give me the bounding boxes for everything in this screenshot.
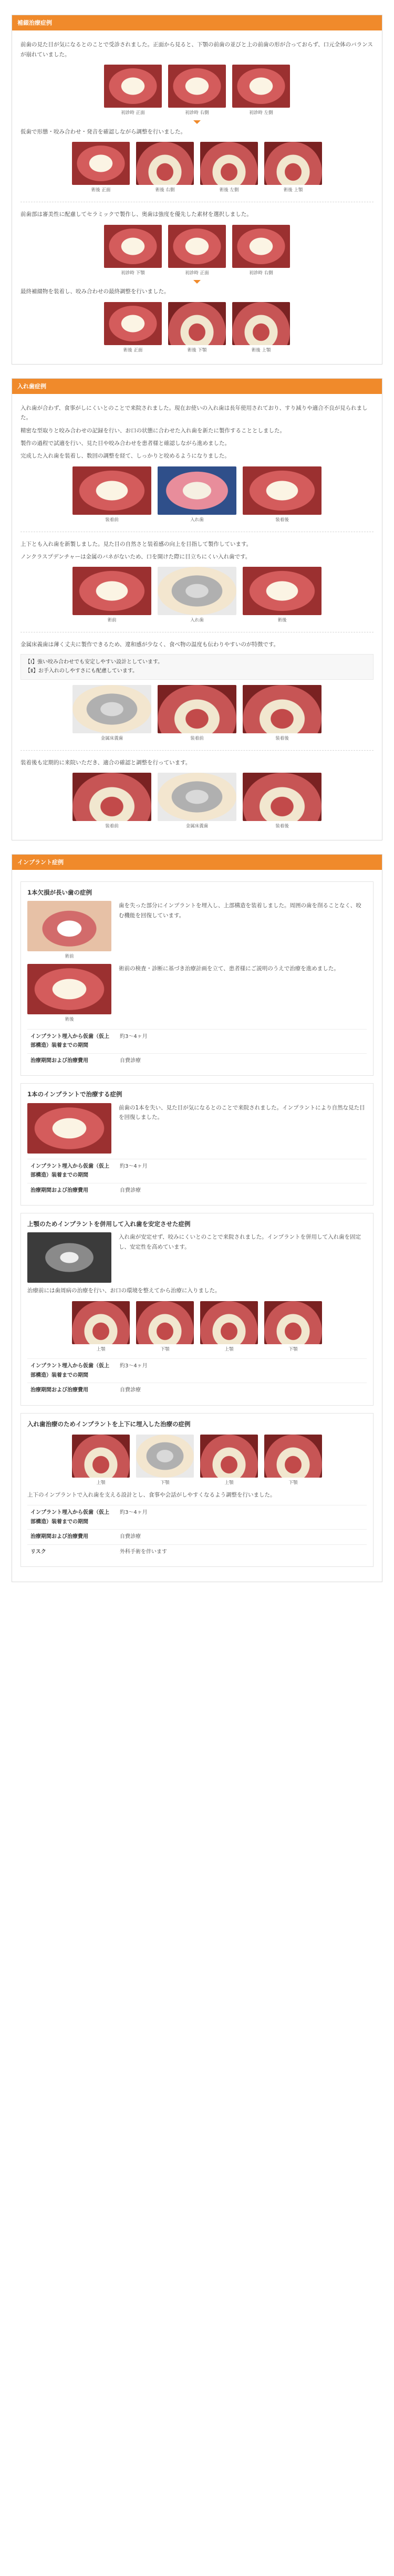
table-key: 治療期間および治療費用 [27, 1183, 117, 1198]
section-text: 前歯の見た目が気になるとのことで受診されました。正面から見ると、下顎の前歯の並びと上の前歯の形が合っておらず、口元全体のバランスが崩れていました。 [20, 41, 373, 58]
photo-caption: 術後 上顎 [251, 347, 271, 353]
photo-caption: 下顎 [160, 1480, 170, 1486]
photo-caption: 初診時 正面 [121, 110, 145, 116]
section-text: 歯を失った部分にインプラントを埋入し、上部構造を装着しました。周囲の歯を削ることなく、咬む機能を回復しています。 [119, 902, 361, 919]
table-key: インプラント埋入から仮歯（仮上部構造）装着までの期間 [27, 1505, 117, 1530]
case-photo [243, 466, 322, 515]
case-info-table [27, 1029, 367, 1068]
section-text: 仮歯で形態・咬み合わせ・発音を確認しながら調整を行いました。 [20, 128, 186, 135]
denture-case-section [12, 378, 382, 840]
case-photo [72, 466, 151, 515]
photo-caption: 上顎 [224, 1346, 234, 1352]
denture-photo [158, 773, 236, 821]
section-text: 前歯の1本を失い、見た目が気になるとのことで来院されました。インプラントにより自然な見た目を回復しました。 [119, 1104, 365, 1120]
section-text: 完成した入れ歯を装着し、数回の調整を経て、しっかりと咬めるようになりました。 [20, 453, 230, 460]
note-line: 【Ⅰ】強い咬み合わせでも安定しやすい設計としています。 [25, 659, 163, 665]
section-text: 入れ歯が合わず、食事がしにくいとのことで来院されました。現在お使いの入れ歯は長年使用されており、すり減りや適合不良が見られました。 [20, 404, 368, 421]
table-key: 治療期間および治療費用 [27, 1530, 117, 1545]
photo-caption: 術後 下顎 [187, 347, 207, 353]
implant-case-section [12, 854, 382, 1583]
photo-caption: 下顎 [288, 1480, 298, 1486]
photo-caption: 初診時 下顎 [121, 270, 145, 276]
denture-photo [136, 1435, 194, 1478]
case-photo [200, 142, 258, 185]
photo-caption: 術前 [107, 618, 117, 624]
case-photo [72, 567, 151, 615]
section-text: 装着後も定期的に来院いただき、適合の確認と調整を行っています。 [20, 759, 191, 766]
photo-caption: 入れ歯 [190, 517, 204, 523]
sub-case-title: 上顎のためインプラントを併用して入れ歯を安定させた症例 [27, 1220, 191, 1228]
case-photo [168, 225, 226, 268]
table-value: 約3〜4ヶ月 [117, 1159, 367, 1183]
case-photo [232, 302, 290, 345]
table-value: 約3〜4ヶ月 [117, 1359, 367, 1383]
section-title: 入れ歯症例 [12, 379, 382, 394]
table-key: インプラント埋入から仮歯（仮上部構造）装着までの期間 [27, 1159, 117, 1183]
case-info-table [27, 1505, 367, 1559]
section-text: 金属床義歯は薄く丈夫に製作できるため、違和感が少なく、食べ物の温度も伝わりやすいのが特徴です。 [20, 641, 279, 648]
table-value: 自費診療 [117, 1383, 367, 1398]
case-photo [72, 142, 130, 185]
case-photo [27, 901, 111, 951]
photo-caption: 上顎 [224, 1480, 234, 1486]
case-photo [243, 567, 322, 615]
photo-caption: 下顎 [288, 1346, 298, 1352]
case-photo [264, 142, 322, 185]
case-photo [264, 1301, 322, 1344]
section-text: 術前の検査・診断に基づき治療計画を立て、患者様にご説明のうえで治療を進めました。 [119, 965, 339, 972]
table-value: 自費診療 [117, 1530, 367, 1545]
table-key: インプラント埋入から仮歯（仮上部構造）装着までの期間 [27, 1359, 117, 1383]
photo-caption: 装着後 [275, 735, 289, 741]
section-text: 最終補綴物を装着し、咬み合わせの最終調整を行いました。 [20, 288, 170, 295]
photo-caption: 金属床義歯 [100, 735, 123, 741]
photo-caption: 術後 正面 [91, 188, 111, 193]
xray-photo [27, 1232, 111, 1283]
table-row [27, 1183, 367, 1198]
implant-sub-case-2 [20, 1083, 374, 1206]
table-row [27, 1505, 367, 1530]
case-photo [243, 773, 322, 821]
section-title: 補綴治療症例 [12, 15, 382, 30]
case-photo [104, 65, 162, 108]
case-photo [104, 302, 162, 345]
implant-sub-case-4 [20, 1413, 374, 1567]
table-row [27, 1359, 367, 1383]
table-row [27, 1029, 367, 1053]
photo-caption: 術後 左側 [219, 188, 239, 193]
photo-caption: 術前 [65, 954, 74, 960]
case-photo [168, 302, 226, 345]
case-photo [136, 1301, 194, 1344]
photo-caption: 装着前 [190, 735, 204, 741]
photo-caption: 術後 [277, 618, 287, 624]
case-photo [136, 142, 194, 185]
photo-caption: 入れ歯 [190, 618, 204, 624]
case-photo [200, 1301, 258, 1344]
section-text: 入れ歯が安定せず、咬みにくいとのことで来院されました。インプラントを併用して入れ歯を固定し、安定性を高めています。 [119, 1234, 361, 1250]
table-key: 治療期間および治療費用 [27, 1383, 117, 1398]
case-photo [72, 773, 151, 821]
arrow-down-icon [193, 280, 201, 284]
table-value: 外科手術を伴います [117, 1544, 367, 1559]
photo-caption: 装着後 [275, 823, 289, 829]
case-photo [200, 1435, 258, 1478]
table-key: インプラント埋入から仮歯（仮上部構造）装着までの期間 [27, 1029, 117, 1053]
case-photo [232, 225, 290, 268]
implant-sub-case-1 [20, 881, 374, 1076]
divider [20, 750, 374, 751]
photo-caption: 上顎 [96, 1480, 106, 1486]
photo-caption: 初診時 右側 [185, 110, 209, 116]
section-text: ノンクラスプデンチャーは金属のバネがないため、口を開けた際に目立ちにくい入れ歯です。 [20, 554, 251, 560]
case-photo [72, 1301, 130, 1344]
table-key: 治療期間および治療費用 [27, 1053, 117, 1068]
photo-caption: 初診時 右側 [249, 270, 273, 276]
case-photo [104, 225, 162, 268]
sub-case-title: 1本欠損が長い歯の症例 [27, 889, 92, 896]
denture-photo [72, 685, 151, 733]
photo-caption: 術後 右側 [155, 188, 175, 193]
arrow-down-icon [193, 120, 201, 124]
section-text: 前歯部は審美性に配慮してセラミックで製作し、奥歯は強度を優先した素材を選択しました。 [20, 211, 252, 218]
photo-caption: 術後 上顎 [283, 188, 303, 193]
case-photo [27, 964, 111, 1014]
sub-case-title: 1本のインプラントで治療する症例 [27, 1090, 122, 1098]
case-info-table [27, 1159, 367, 1198]
photo-caption: 装着前 [105, 823, 119, 829]
table-value: 約3〜4ヶ月 [117, 1029, 367, 1053]
photo-caption: 術後 [65, 1017, 74, 1022]
note-line: 【Ⅱ】お手入れのしやすさにも配慮しています。 [25, 668, 138, 674]
case-photo [168, 65, 226, 108]
section-title: インプラント症例 [12, 855, 382, 870]
photo-caption: 初診時 正面 [185, 270, 209, 276]
sub-case-title: 入れ歯治療のためインプラントを上下に埋入した治療の症例 [27, 1420, 191, 1428]
section-text: 製作の過程で試適を行い、見た目や咬み合わせを患者様と確認しながら進めました。 [20, 440, 230, 446]
denture-photo [158, 567, 236, 615]
table-value: 約3〜4ヶ月 [117, 1505, 367, 1530]
case-photo [158, 685, 236, 733]
denture-photo [158, 466, 236, 515]
table-row [27, 1544, 367, 1559]
case-photo [232, 65, 290, 108]
case-info-table [27, 1358, 367, 1398]
case-photo [27, 1103, 111, 1154]
photo-caption: 上顎 [96, 1346, 106, 1352]
photo-caption: 術後 正面 [123, 347, 143, 353]
section-text: 治療前には歯周病の治療を行い、お口の環境を整えてから治療に入りました。 [27, 1287, 221, 1294]
table-row [27, 1053, 367, 1068]
photo-caption: 装着後 [275, 517, 289, 523]
case-photo [264, 1435, 322, 1478]
note-box [20, 654, 374, 680]
photo-caption: 初診時 左側 [249, 110, 273, 116]
implant-sub-case-3 [20, 1213, 374, 1406]
case-photo [72, 1435, 130, 1478]
prosthetic-case-section [12, 15, 382, 365]
case-photo [243, 685, 322, 733]
table-row [27, 1530, 367, 1545]
table-key: リスク [27, 1544, 117, 1559]
table-row [27, 1159, 367, 1183]
table-row [27, 1383, 367, 1398]
photo-caption: 金属床義歯 [185, 823, 209, 829]
photo-caption: 下顎 [160, 1346, 170, 1352]
section-text: 精密な型取りと咬み合わせの記録を行い、お口の状態に合わせた入れ歯を新たに製作することとしました。 [20, 427, 285, 434]
section-text: 上下のインプラントで入れ歯を支える設計とし、食事や会話がしやすくなるよう調整を行いました。 [27, 1491, 276, 1498]
table-value: 自費診療 [117, 1053, 367, 1068]
table-value: 自費診療 [117, 1183, 367, 1198]
section-text: 上下とも入れ歯を新製しました。見た目の自然さと装着感の向上を目指して製作しています。 [20, 541, 252, 547]
photo-caption: 装着前 [105, 517, 119, 523]
